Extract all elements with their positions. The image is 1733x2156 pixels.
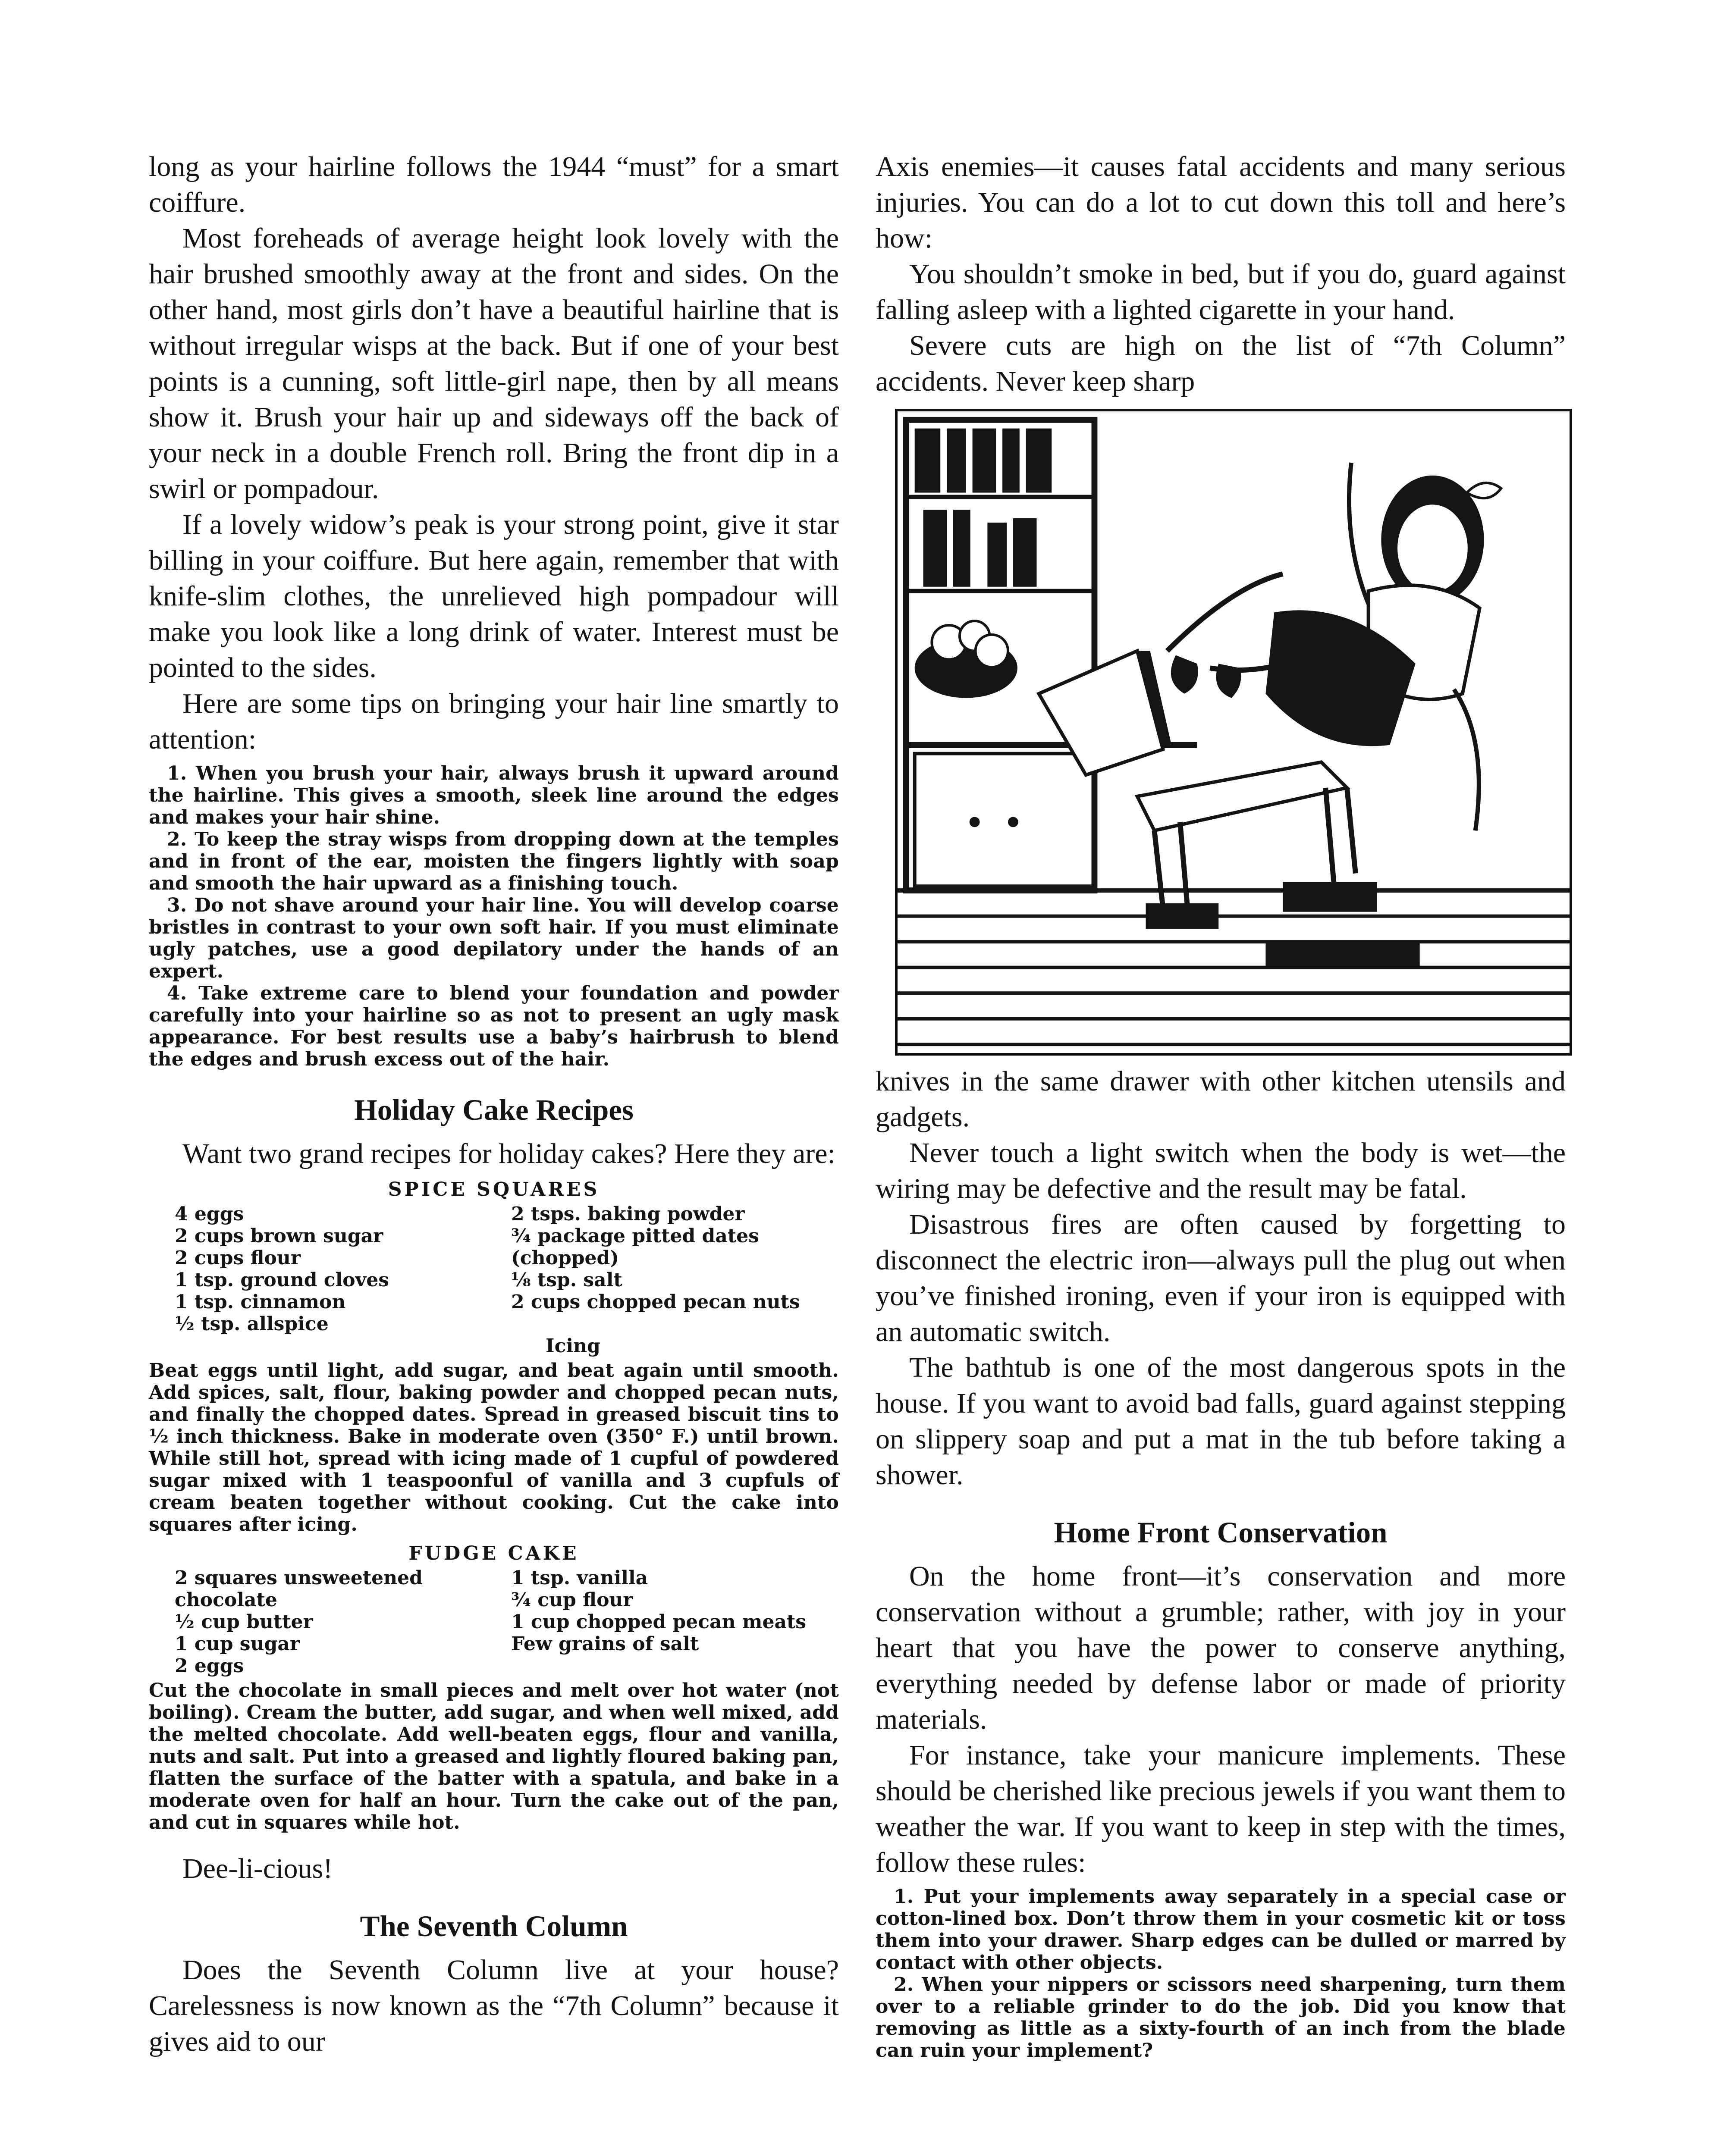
- ingredient: 1 tsp. vanilla: [511, 1567, 648, 1589]
- recipe-title-spice-squares: SPICE SQUARES: [388, 1178, 600, 1200]
- paragraph: Want two grand recipes for holiday cakes? Here they are:: [182, 1138, 835, 1169]
- ingredient-list: [149, 1203, 839, 1335]
- section-heading-holiday-cake: Holiday Cake Recipes: [354, 1094, 634, 1126]
- closing-line: Dee-li-cious!: [182, 1853, 333, 1884]
- right-column: [876, 149, 1566, 2062]
- ingredient: 1 cup sugar: [175, 1633, 300, 1655]
- ingredient: 2 cups flour: [175, 1247, 301, 1269]
- ingredient-list: [149, 1567, 839, 1677]
- ingredient: ⅛ tsp. salt: [511, 1269, 622, 1291]
- section-heading-home-front-conservation: Home Front Conservation: [1054, 1516, 1388, 1549]
- paragraph: Most foreheads of average height look lovely with the hair brushed smoothly away at the front and sides. On the other hand, most girls don’t have a beautiful hairline that is without irregular wisps at the back. But if one of your best points is a cunning, soft little-girl nape, then by all means show it. Brush your hair up and sideways off the back of your neck in a double French roll. Bring the front dip in a swirl or pompadour.: [149, 222, 839, 505]
- paragraph: On the home front—it’s conservation and more conservation without a grumble; rather, with joy in your heart that you have the power to conserve anything, everything needed by defense labor or made of priority materials.: [876, 1561, 1566, 1735]
- ingredient: 1 cup chopped pecan meats: [511, 1611, 807, 1633]
- paragraph: If a lovely widow’s peak is your strong point, give it star billing in your coiffure. But here again, remember that with knife-slim clothes, the unrelieved high pompadour will make you look like a long drink of water. Interest must be pointed to the sides.: [149, 509, 839, 683]
- rule-item: 1. Put your implements away separately in a special case or cotton-lined box. Don’t throw them in your cosmetic kit or toss them into your drawer. Sharp edges can be dulled or marred by contact with other objects.: [876, 1886, 1566, 1974]
- recipe-method: Cut the chocolate in small pieces and melt over hot water (not boiling). Cream the butter, add sugar, and when well mixed, add the melted chocolate. Add well-beaten eggs, flour and vanilla, nuts and salt. Put into a greased and lightly floured baking pan, flatten the surface of the batter with a spatula, and bake in a moderate oven for half an hour. Turn the cake out of the pan, and cut in squares while hot.: [149, 1680, 839, 1833]
- ingredient: 2 cups brown sugar: [175, 1225, 383, 1247]
- tip-item: 1. When you brush your hair, always brush it upward around the hairline. This gives a smooth, sleek line around the edges and makes your hair shine.: [149, 762, 839, 828]
- rule-item: 2. When your nippers or scissors need sharpening, turn them over to a reliable grinder to do the job. Did you know that removing as little as a sixty-fourth of an inch from the blade can ruin your implement?: [876, 1974, 1566, 2062]
- manicure-rules-list: [876, 1886, 1566, 2062]
- paragraph: Here are some tips on bringing your hair line smartly to attention:: [149, 688, 839, 755]
- ingredient: 1 tsp. cinnamon: [175, 1291, 346, 1313]
- left-column: [149, 149, 839, 2059]
- paragraph: The bathtub is one of the most dangerous spots in the house. If you want to avoid bad falls, guard against stepping on slippery soap and put a mat in the tub before taking a shower.: [876, 1352, 1566, 1491]
- hair-tips-list: [149, 762, 839, 1070]
- ingredient: ¾ cup flour: [511, 1589, 633, 1611]
- paragraph: For instance, take your manicure implements. These should be cherished like precious jewels if you want them to weather the war. If you want to keep in step with the times, follow these rules:: [876, 1739, 1566, 1878]
- paragraph: You shouldn’t smoke in bed, but if you do, guard against falling asleep with a lighted cigarette in your hand.: [876, 258, 1566, 326]
- ingredient: ½ cup butter: [175, 1611, 313, 1633]
- paragraph: long as your hairline follows the 1944 “must” for a smart coiffure.: [149, 151, 839, 218]
- paragraph: knives in the same drawer with other kitchen utensils and gadgets.: [876, 1065, 1566, 1133]
- paragraph: Does the Seventh Column live at your house? Carelessness is now known as the “7th Column” because it gives aid to our: [149, 1954, 839, 2057]
- ingredient: ¾ package pitted dates (chopped): [511, 1225, 759, 1269]
- recipe-method: Beat eggs until light, add sugar, and beat again until smooth. Add spices, salt, flour, baking powder and chopped pecan nuts, and finally the chopped dates. Spread in greased biscuit tins to ½ inch thickness. Bake in moderate oven (350° F.) until brown. While still hot, spread with icing made of 1 cupful of powdered sugar mixed with 1 teaspoonful of vanilla and 3 cupfuls of cream beaten together without cooking. Cut the cake into squares after icing.: [149, 1360, 839, 1536]
- ingredient: Few grains of salt: [511, 1633, 699, 1655]
- ingredient: 4 eggs: [175, 1203, 244, 1225]
- tip-item: 4. Take extreme care to blend your foundation and powder carefully into your hairline so as not to present an ugly mask appearance. For best results use a baby’s hairbrush to blend the edges and brush excess out of the hair.: [149, 982, 839, 1070]
- paragraph: Severe cuts are high on the list of “7th Column” accidents. Never keep sharp: [876, 330, 1566, 397]
- illustration-drawing: [898, 411, 1570, 1053]
- ingredient: 2 eggs: [175, 1655, 244, 1677]
- recipe-title-fudge-cake: FUDGE CAKE: [408, 1542, 579, 1564]
- paragraph: Axis enemies—it causes fatal accidents and many serious injuries. You can do a lot to cut down this toll and here’s how:: [876, 151, 1566, 254]
- section-heading-seventh-column: The Seventh Column: [360, 1910, 628, 1943]
- paragraph: Never touch a light switch when the body is wet—the wiring may be defective and the result may be fatal.: [876, 1137, 1566, 1204]
- tip-item: 3. Do not shave around your hair line. You will develop coarse bristles in contrast to your own soft hair. If you must eliminate ugly patches, use a good depilatory under the hands of an expert.: [149, 894, 839, 982]
- ingredient: 2 cups chopped pecan nuts: [511, 1291, 800, 1313]
- ingredient: 2 squares unsweetened chocolate: [175, 1567, 423, 1611]
- falling-woman-illustration: [895, 409, 1572, 1056]
- paragraph: Disastrous fires are often caused by forgetting to disconnect the electric iron—always pull the plug out when you’ve finished ironing, even if your iron is equipped with an automatic switch.: [876, 1209, 1566, 1348]
- ingredient: 2 tsps. baking powder: [511, 1203, 745, 1225]
- ingredient: 1 tsp. ground cloves: [175, 1269, 389, 1291]
- tip-item: 2. To keep the stray wisps from dropping down at the temples and in front of the ear, moisten the fingers lightly with soap and smooth the hair upward as a finishing touch.: [149, 828, 839, 894]
- icing-label: Icing: [546, 1335, 600, 1357]
- ingredient: ½ tsp. allspice: [175, 1313, 329, 1335]
